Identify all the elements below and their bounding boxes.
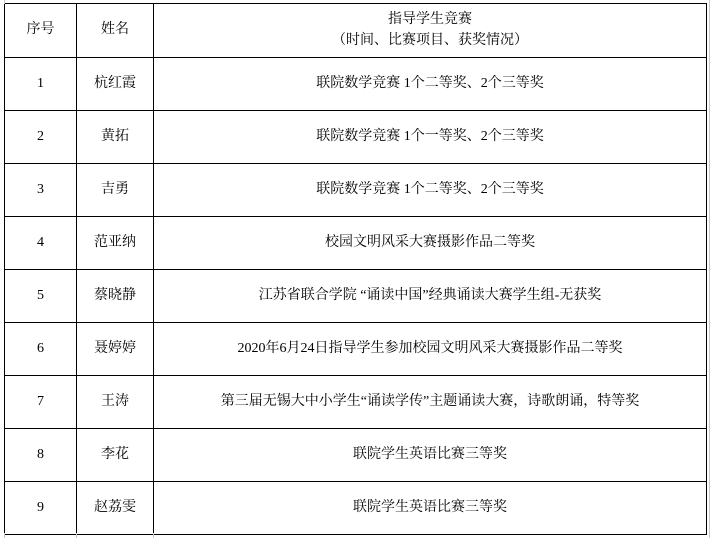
awards-table [4, 3, 707, 535]
cell-name: 王涛 [77, 376, 154, 429]
cell-no: 6 [5, 323, 77, 376]
cell-no: 2 [5, 111, 77, 164]
gridline-stub [76, 533, 77, 538]
table-row [5, 429, 707, 482]
cell-no: 4 [5, 217, 77, 270]
cell-name: 赵荔雯 [77, 482, 154, 535]
table-row [5, 376, 707, 429]
table-row [5, 482, 707, 535]
cell-no: 3 [5, 164, 77, 217]
cell-award: 校园文明风采大赛摄影作品二等奖 [154, 217, 707, 270]
cell-no: 9 [5, 482, 77, 535]
cell-no: 1 [5, 58, 77, 111]
table-row [5, 58, 707, 111]
header-cell-name: 姓名 [77, 4, 154, 58]
cell-award: 江苏省联合学院 “诵读中国”经典诵读大赛学生组-无获奖 [154, 270, 707, 323]
gridline-stub [709, 0, 710, 538]
cell-award: 联院学生英语比赛三等奖 [154, 429, 707, 482]
cell-no: 5 [5, 270, 77, 323]
table-row [5, 111, 707, 164]
cell-award: 联院学生英语比赛三等奖 [154, 482, 707, 535]
gridline-stub [4, 533, 5, 538]
table-row [5, 164, 707, 217]
cell-award: 联院数学竞赛 1个一等奖、2个三等奖 [154, 111, 707, 164]
cell-name: 范亚纳 [77, 217, 154, 270]
cell-name: 杭红霞 [77, 58, 154, 111]
cell-no: 8 [5, 429, 77, 482]
header-award-title: 指导学生竞赛 [388, 12, 472, 28]
gridline-stub [153, 533, 154, 538]
gridline-stub [4, 0, 5, 4]
cell-no: 7 [5, 376, 77, 429]
header-cell-award [154, 4, 707, 58]
table-row [5, 270, 707, 323]
cell-name: 李花 [77, 429, 154, 482]
header-award-subtitle: （时间、比赛项目、获奖情况） [332, 32, 528, 48]
cell-name: 黄拓 [77, 111, 154, 164]
header-row [5, 4, 707, 58]
header-cell-no: 序号 [5, 4, 77, 58]
cell-award: 2020年6月24日指导学生参加校园文明风采大赛摄影作品二等奖 [154, 323, 707, 376]
table-row [5, 323, 707, 376]
cell-award: 第三届无锡大中小学生“诵读学传”主题诵读大赛，诗歌朗诵，特等奖 [154, 376, 707, 429]
cell-award: 联院数学竞赛 1个二等奖、2个三等奖 [154, 58, 707, 111]
cell-name: 吉勇 [77, 164, 154, 217]
cell-name: 聂婷婷 [77, 323, 154, 376]
cell-name: 蔡晓静 [77, 270, 154, 323]
table-row [5, 217, 707, 270]
cell-award: 联院数学竞赛 1个二等奖、2个三等奖 [154, 164, 707, 217]
